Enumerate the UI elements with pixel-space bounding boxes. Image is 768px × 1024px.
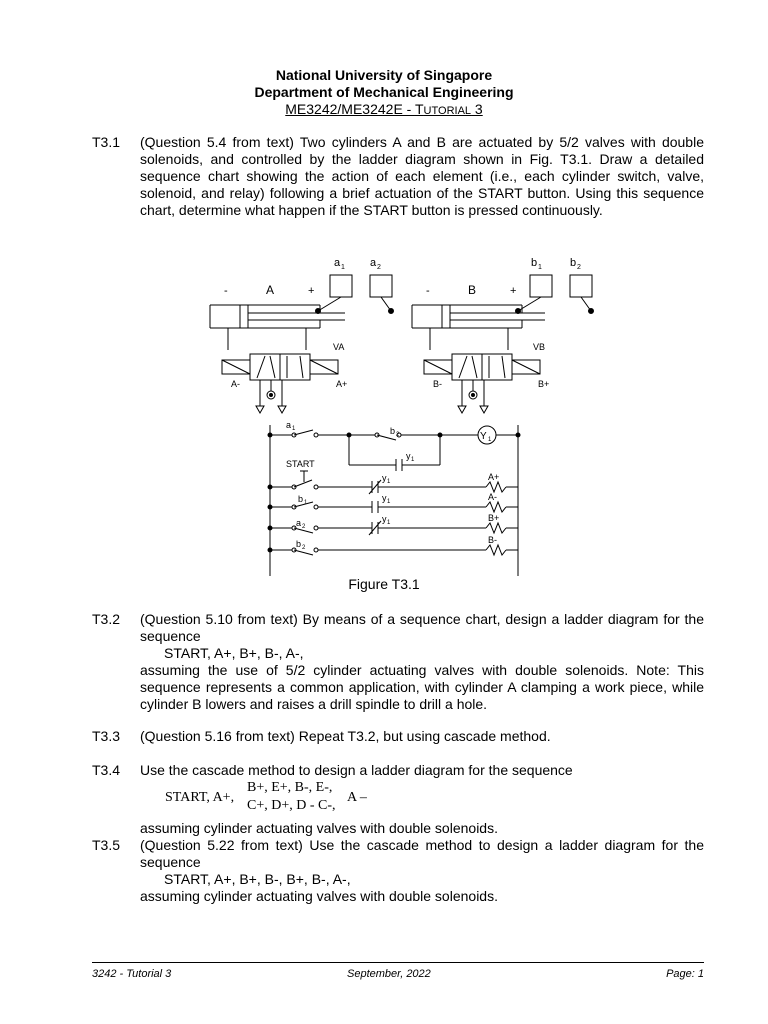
svg-text:+: + [510,285,517,297]
svg-text:1: 1 [292,426,296,432]
svg-text:2: 2 [396,432,400,438]
svg-text:A-: A- [488,492,497,502]
rung-5 [268,535,518,555]
svg-text:b: b [531,257,538,269]
svg-text:1: 1 [387,499,391,505]
svg-text:y: y [382,473,387,483]
formula-start: START, A+, [165,790,235,805]
cylinder-a [210,283,345,350]
question-text: assuming the use of 5/2 cylinder actuating valves with double solenoids. Note: This sequence represents a common application, with cylinder A clamping a work piece, while cylinder B lowers and raises a drill spindle to drill a hole. [140,662,704,712]
document-title: National University of Singapore [275,67,493,83]
question-text: (Question 5.10 from text) By means of a sequence chart, design a ladder diagram for the sequence [140,611,704,644]
question-t3-2 [92,611,704,713]
svg-text:2: 2 [302,524,306,530]
question-text: Use the cascade method to design a ladder diagram for the sequence [140,762,573,778]
svg-text:Y: Y [480,431,487,442]
svg-text:a: a [370,257,377,269]
svg-text:A: A [266,283,275,297]
question-number: T3.2 [92,611,121,627]
svg-text:b: b [298,494,304,504]
question-text: assuming cylinder actuating valves with double solenoids. [140,820,498,836]
page-footer [92,962,704,980]
svg-text:y: y [382,514,387,524]
limit-switch-a1 [316,257,353,314]
svg-text:A-: A- [231,379,240,389]
question-text: (Question 5.22 from text) Use the cascade method to design a ladder diagram for the sequence [140,837,704,870]
question-sequence: START, A+, B+, B-, B+, B-, A-, [164,871,351,887]
question-text: assuming cylinder actuating valves with double solenoids. [140,888,498,904]
svg-text:a: a [296,518,302,528]
question-number: T3.5 [92,837,121,853]
ladder-diagram-figure [200,250,600,580]
limit-switch-b2 [570,257,594,314]
svg-text:2: 2 [377,264,381,271]
formula-end: A – [347,790,367,805]
svg-text:2: 2 [577,264,581,271]
question-t3-3 [92,728,704,745]
svg-text:+: + [308,285,315,297]
footer-course: 3242 - Tutorial 3 [92,968,172,980]
question-text: (Question 5.4 from text) Two cylinders A and B are actuated by 5/2 valves with double solenoids, and controlled by the ladder diagram shown in Fig. T3.1. Draw a detailed sequence chart showing the action of each element (i.e., each cylinder switch, valve, solenoid, and relay) following a brief actuation of the START button. Using this sequence chart, determine what happen if the START button is pressed continuously. [140,134,704,218]
svg-text:VA: VA [333,342,345,352]
footer-page-number: Page: 1 [666,968,704,980]
rung-2 [268,471,518,494]
figure-caption: Figure T3.1 [348,576,420,592]
svg-text:B-: B- [433,379,442,389]
course-title [0,101,768,117]
department-title: Department of Mechanical Engineering [254,84,514,100]
question-t3-4 [92,762,704,779]
footer-date: September, 2022 [347,968,431,980]
svg-text:B-: B- [488,535,497,545]
svg-text:A+: A+ [488,472,500,482]
svg-text:1: 1 [411,457,415,463]
question-text: (Question 5.16 from text) Repeat T3.2, but using cascade method. [140,728,551,744]
question-number: T3.1 [92,134,121,150]
svg-text:-: - [224,285,228,297]
formula-branch-bottom: C+, D+, D - C-, [247,798,336,813]
svg-text:1: 1 [387,479,391,485]
svg-text:y: y [382,493,387,503]
svg-text:b: b [390,426,396,436]
svg-text:2: 2 [302,545,306,551]
svg-text:b: b [570,257,577,269]
rung-3 [268,492,518,513]
svg-text:B+: B+ [538,379,550,389]
svg-text:1: 1 [488,437,492,443]
formula-branch-top: B+, E+, B-, E-, [247,780,333,795]
sequence-formula [165,780,465,820]
question-number: T3.4 [92,762,121,778]
svg-text:1: 1 [304,500,308,506]
question-number: T3.3 [92,728,121,744]
svg-text:1: 1 [387,520,391,526]
question-sequence: START, A+, B+, B-, A-, [164,645,304,661]
question-t3-1 [92,134,704,219]
tutorial-t: T [414,101,424,117]
svg-text:b: b [296,539,302,549]
svg-text:-: - [426,285,430,297]
tutorial-word: UTORIAL [423,105,472,117]
svg-text:a: a [286,420,292,430]
valve-va [222,342,347,413]
question-t3-5 [92,837,704,905]
svg-text:y: y [406,451,411,461]
limit-switch-a2 [370,257,394,314]
svg-text:B+: B+ [488,513,500,523]
course-prefix: ME3242/ME3242E - [285,101,415,117]
svg-text:VB: VB [533,342,546,352]
rung-4 [268,513,518,535]
valve-vb [424,342,549,413]
cylinder-b [412,283,545,350]
svg-text:A+: A+ [336,379,348,389]
start-label: START [286,459,315,469]
svg-text:1: 1 [341,264,345,271]
svg-text:1: 1 [538,264,542,271]
tutorial-number: 3 [471,101,483,117]
svg-text:B: B [468,283,477,297]
question-t3-4-continued [92,820,704,837]
svg-text:a: a [334,257,341,269]
